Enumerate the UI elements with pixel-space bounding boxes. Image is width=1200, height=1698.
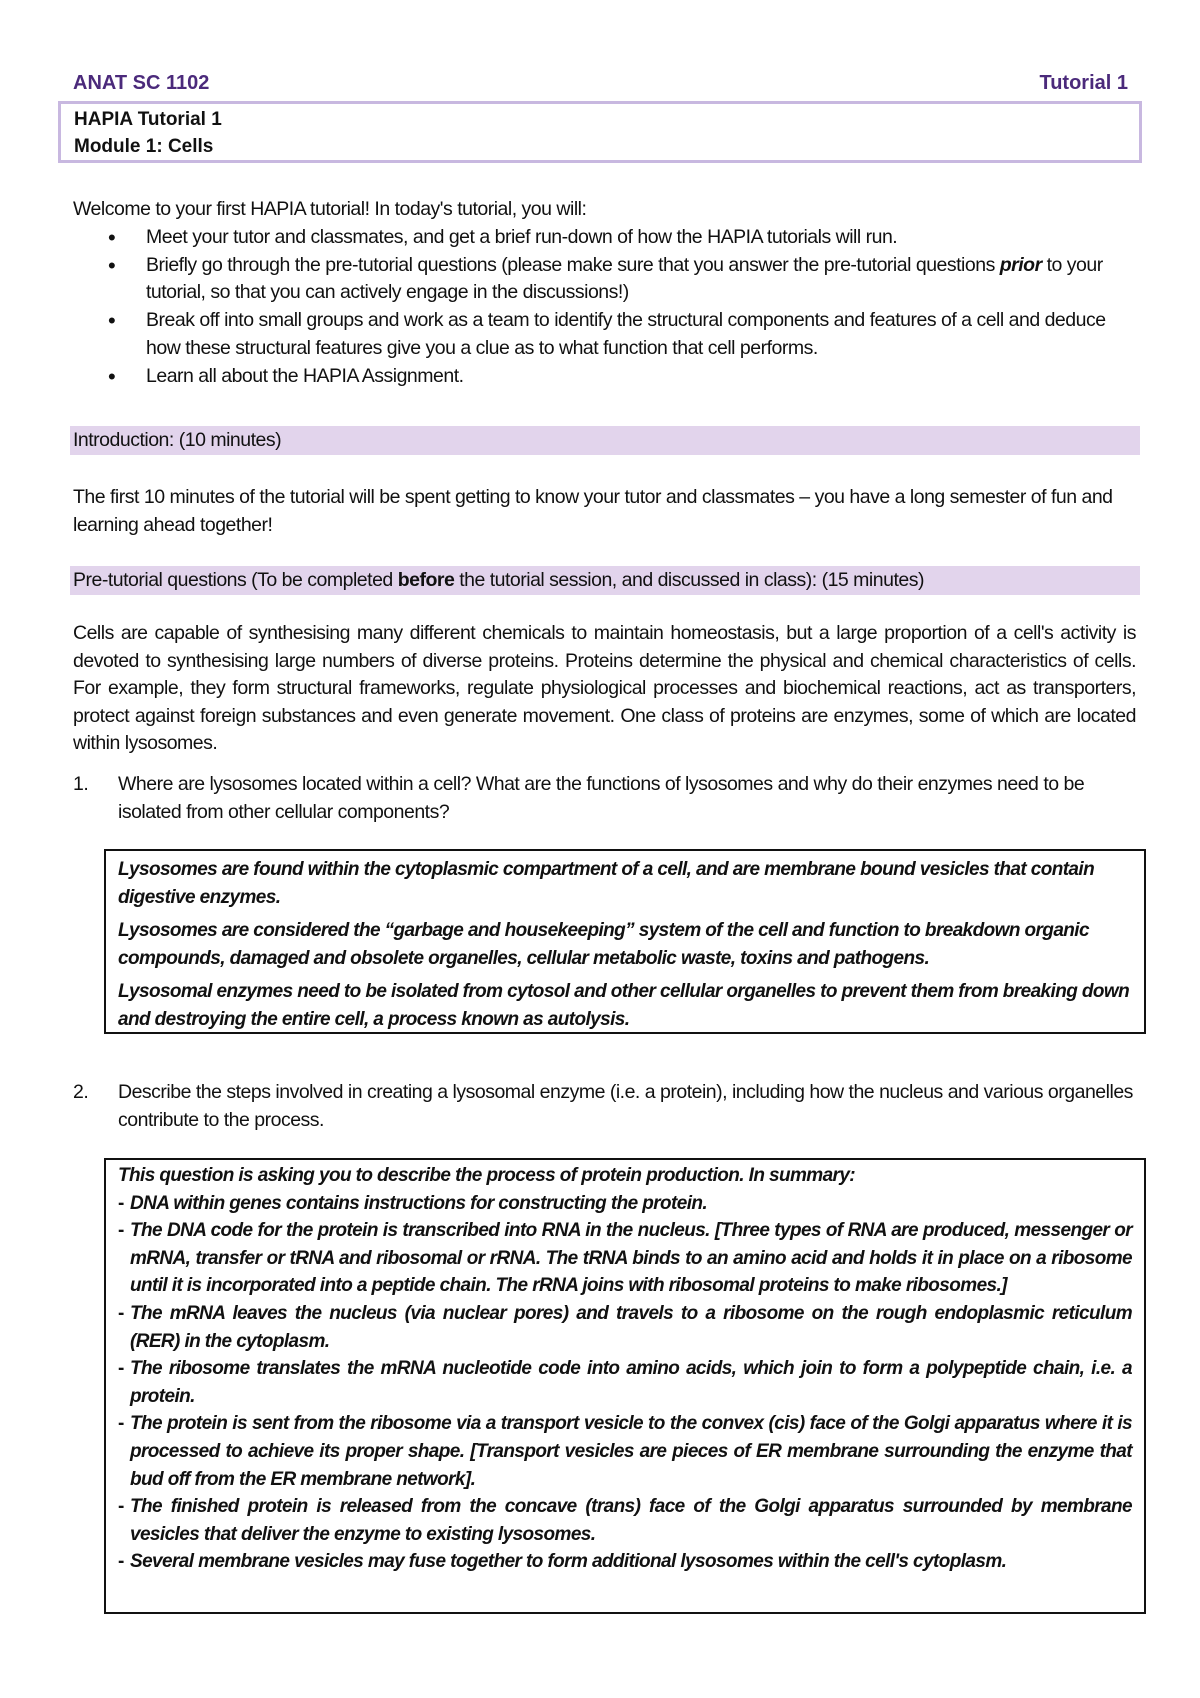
question-text: Describe the steps involved in creating a lysosomal enzyme (i.e. a protein), including how the nucleus and various organelles contribute to the process.: [118, 1081, 1133, 1131]
answer-step: - DNA within genes contains instructions for constructing the protein.: [118, 1190, 1132, 1218]
emphasis-text: prior: [999, 253, 1042, 276]
answer-paragraph: Lysosomes are considered the “garbage and housekeeping” system of the cell and function to breakdown organic compounds, damaged and obsolete organelles, cellular metabolic waste, toxins and pathogens.: [118, 920, 1089, 969]
answer-step: - Several membrane vesicles may fuse together to form additional lysosomes within the cell's cytoplasm.: [118, 1548, 1132, 1576]
answer-step: - The finished protein is released from the concave (trans) face of the Golgi apparatus surrounded by membrane vesicles that deliver the enzyme to existing lysosomes.: [118, 1493, 1132, 1548]
answer-lead: This question is asking you to describe the process of protein production. In summary:: [118, 1165, 856, 1186]
course-code: ANAT SC 1102: [73, 72, 210, 94]
intro-text: Welcome to your first HAPIA tutorial! In today's tutorial, you will:: [73, 198, 587, 220]
bullet-item: • Learn all about the HAPIA Assignment.: [73, 363, 1133, 391]
intro-bullet-list: [73, 224, 1133, 391]
answer-step: - The ribosome translates the mRNA nucleotide code into amino acids, which join to form a polypeptide chain, i.e. a protein.: [118, 1355, 1132, 1410]
answer-step: - The DNA code for the protein is transcribed into RNA in the nucleus. [Three types of RNA are produced, messenger or mRNA, transfer or tRNA and ribosomal or rRNA. The tRNA binds to an amino acid and holds it in place on a ribosome until it is incorporated into a peptide chain. The rRNA joins with ribosomal proteins to make ribosomes.]: [118, 1217, 1132, 1300]
question-2: [73, 1079, 1140, 1134]
bullet-text: Briefly go through the pre-tutorial questions (please make sure that you answer the pre-tutorial questions: [146, 253, 1000, 276]
question-text: Where are lysosomes located within a cell? What are the functions of lysosomes and why do their enzymes need to be isolated from other cellular components?: [118, 773, 1085, 823]
answer-step: - The protein is sent from the ribosome via a transport vesicle to the convex (cis) face of the Golgi apparatus where it is processed to achieve its proper shape. [Transport vesicles are pieces of ER membrane surrounding the enzyme that bud off from the ER membrane network].: [118, 1410, 1132, 1493]
answer-paragraph: Lysosomes are found within the cytoplasmic compartment of a cell, and are membrane bound vesicles that contain digestive enzymes.: [118, 859, 1095, 908]
title-line-1: HAPIA Tutorial 1: [74, 109, 222, 130]
bullet-item: • Meet your tutor and classmates, and get a brief run-down of how the HAPIA tutorials will run.: [73, 224, 1133, 252]
answer-box-2: [104, 1158, 1146, 1614]
bullet-item: [73, 252, 1133, 307]
bullet-item: • Break off into small groups and work as a team to identify the structural components and features of a cell and deduce how these structural features give you a clue as to what function that cell performs.: [73, 307, 1133, 362]
page-header: [73, 72, 1128, 100]
cells-paragraph: Cells are capable of synthesising many different chemicals to maintain homeostasis, but a large proportion of a cell's activity is devoted to synthesising large numbers of diverse proteins. Proteins determine the physical and chemical characteristics of cells. For example, they form structural frameworks, regulate physiological processes and biochemical reactions, act as transporters, protect against foreign substances and even generate movement. One class of proteins are enzymes, some of which are located within lysosomes.: [73, 622, 1136, 755]
answer-step: - The mRNA leaves the nucleus (via nuclear pores) and travels to a ribosome on the rough endoplasmic reticulum (RER) in the cytoplasm.: [118, 1300, 1132, 1355]
introduction-paragraph: The first 10 minutes of the tutorial will be spent getting to know your tutor and classmates – you have a long semester of fun and learning ahead together!: [73, 486, 1113, 536]
answer-paragraph: Lysosomal enzymes need to be isolated from cytosol and other cellular organelles to prevent them from breaking down and destroying the entire cell, a process known as autolysis.: [118, 981, 1130, 1030]
tutorial-label: Tutorial 1: [1039, 72, 1128, 94]
section-heading-introduction: Introduction: (10 minutes): [70, 426, 1140, 455]
bullet-text: to your tutorial, so that you can actively engage in the discussions!): [146, 253, 1103, 304]
question-number: 1.: [73, 773, 89, 795]
title-line-2: Module 1: Cells: [74, 136, 214, 157]
question-number: 2.: [73, 1081, 89, 1103]
question-1: [73, 771, 1140, 826]
answer-box-1: [104, 849, 1146, 1034]
section-heading-pre-tutorial: [70, 566, 1140, 595]
heading-text: the tutorial session, and discussed in class): (15 minutes): [454, 569, 924, 591]
heading-text: Pre-tutorial questions (To be completed: [73, 569, 398, 591]
heading-bold-text: before: [397, 569, 455, 591]
title-box: [58, 101, 1142, 163]
